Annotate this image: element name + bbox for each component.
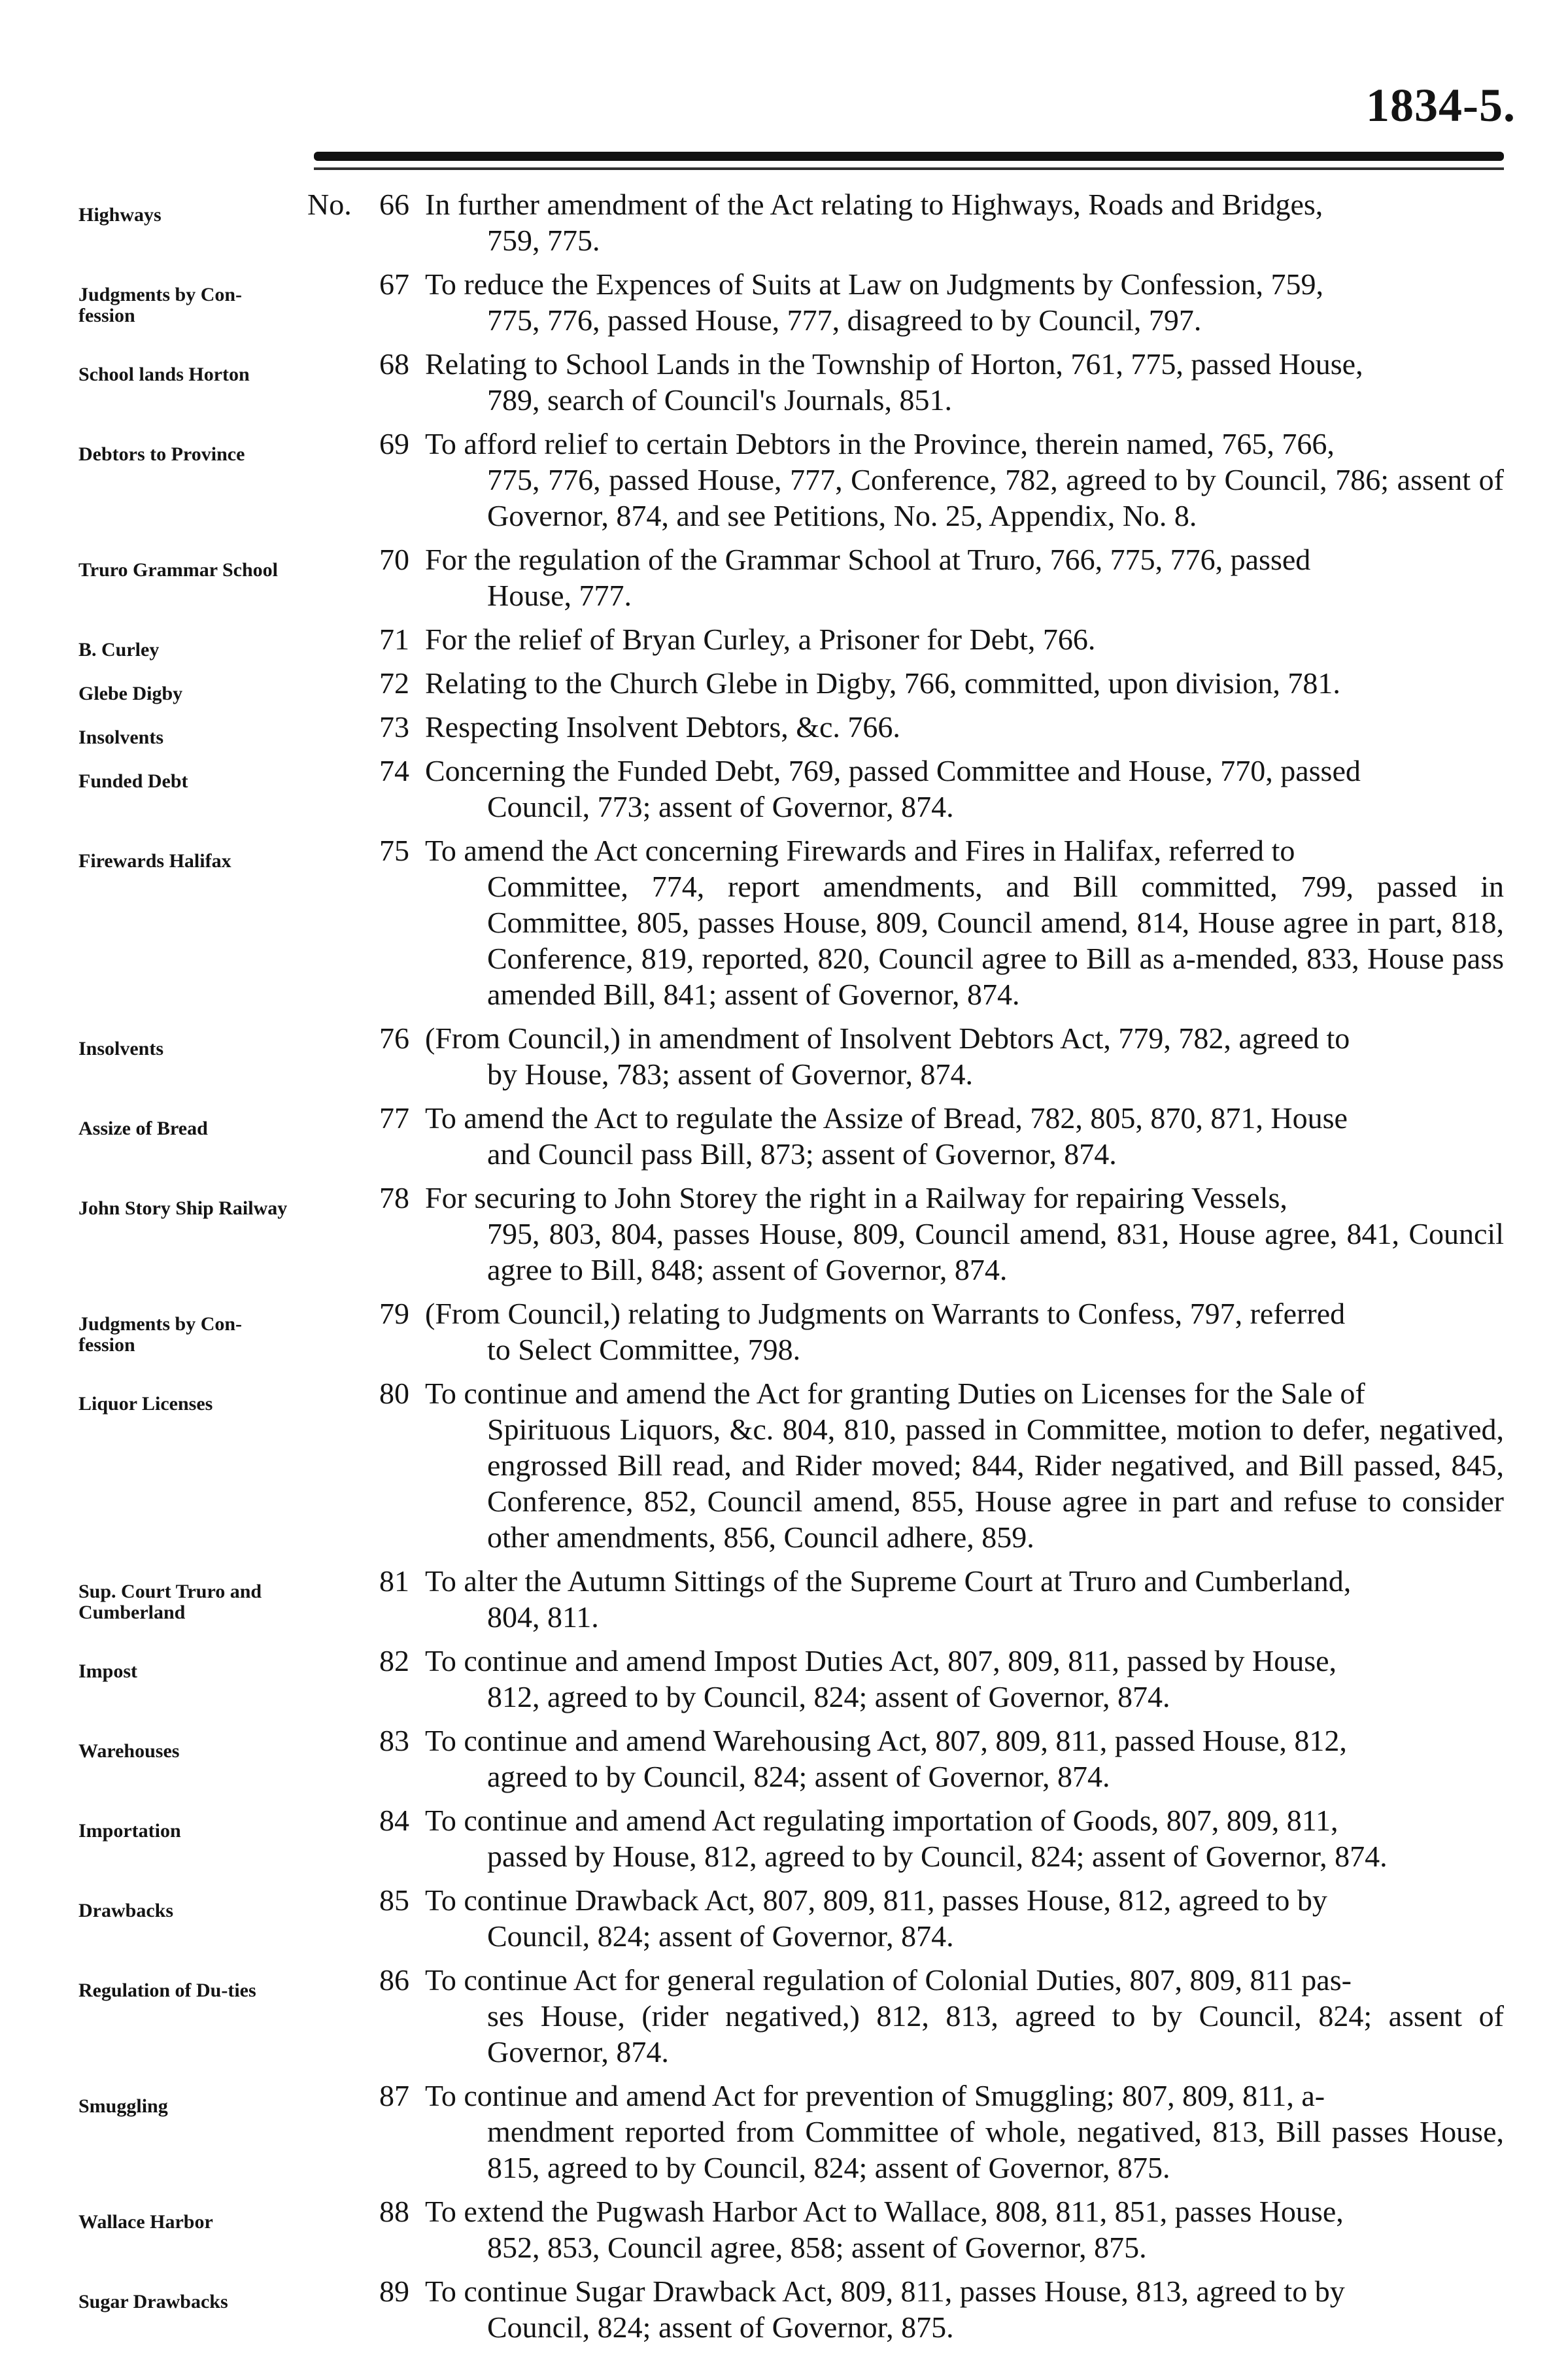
bill-entry (0, 2273, 1568, 2345)
entry-continuation: House, 777. (487, 579, 632, 612)
margin-note: Sugar Drawbacks (78, 2291, 228, 2312)
bill-number: 70 (379, 543, 409, 576)
margin-note: Impost (78, 1660, 138, 1682)
entry-body (307, 1962, 1504, 2070)
header-rule-thin (314, 167, 1504, 170)
entry-continuation: Council, 773; assent of Governor, 874. (487, 790, 954, 823)
bill-entry (0, 1100, 1568, 1172)
bill-entry (0, 346, 1568, 418)
bill-number: 68 (379, 347, 409, 381)
bill-entry (0, 426, 1568, 534)
entry-first-line: Relating to the Church Glebe in Digby, 766, committed, upon division, 781. (425, 666, 1340, 700)
entry-body (307, 1882, 1504, 1954)
entry-continuation: Spirituous Liquors, &c. 804, 810, passed in Committee, motion to defer, negatived, engrossed Bill read, and Rider moved; 844, Rider negatived, and Bill passed, 845, Conference, 852, Council amend, 855, House agree in part and refuse to consider other amendments, 856, Council adhere, 859. (487, 1413, 1504, 1554)
bill-number: 80 (379, 1377, 409, 1410)
entry-continuation: agreed to by Council, 824; assent of Governor, 874. (487, 1760, 1110, 1793)
entry-continuation: 804, 811. (487, 1600, 599, 1634)
margin-note: Wallace Harbor (78, 2211, 213, 2233)
page-title: 1834-5. (1366, 79, 1516, 131)
bill-entry (0, 186, 1568, 258)
bill-number: 79 (379, 1297, 409, 1330)
margin-note: Smuggling (78, 2095, 168, 2117)
margin-note: Firewards Halifax (78, 850, 231, 872)
bill-number: 75 (379, 834, 409, 867)
margin-note: Liquor Licenses (78, 1393, 213, 1415)
entry-continuation: Council, 824; assent of Governor, 874. (487, 1919, 954, 1953)
bill-entry (0, 541, 1568, 613)
entry-body (307, 1296, 1504, 1367)
margin-note: Regulation of Du-ties (78, 1980, 256, 2001)
entry-body (307, 266, 1504, 338)
entry-body (307, 426, 1504, 534)
entry-body (307, 1723, 1504, 1795)
entry-continuation: 789, search of Council's Journals, 851. (487, 383, 952, 417)
entry-continuation: by House, 783; assent of Governor, 874. (487, 1057, 973, 1091)
entry-first-line: To continue and amend Act for prevention of Smuggling; 807, 809, 811, a- (425, 2079, 1325, 2112)
entry-first-line: To continue and amend Impost Duties Act, 807, 809, 811, passed by House, (425, 1644, 1337, 1677)
entry-continuation: mendment reported from Committee of whole, negatived, 813, Bill passes House, 815, agreed to by Council, 824; assent of Governor, 875. (487, 2115, 1504, 2184)
entry-body (307, 1375, 1504, 1555)
bill-number: 84 (379, 1804, 409, 1837)
margin-note: Judgments by Con-fession (78, 284, 243, 326)
margin-note: Sup. Court Truro and Cumberland (78, 1581, 262, 1623)
bill-entry (0, 1643, 1568, 1715)
bill-number: 86 (379, 1963, 409, 1997)
entry-first-line: To amend the Act concerning Firewards and Fires in Halifax, referred to (425, 834, 1295, 867)
bill-entry (0, 2193, 1568, 2265)
entry-body (307, 2273, 1504, 2345)
margin-note: Funded Debt (78, 770, 188, 792)
bill-number: 88 (379, 2195, 409, 2228)
entry-body (307, 186, 1504, 258)
entry-first-line: For securing to John Storey the right in a Railway for repairing Vessels, (425, 1181, 1287, 1214)
entry-body (307, 1802, 1504, 1874)
margin-note: Glebe Digby (78, 683, 183, 704)
bill-number: 69 (379, 427, 409, 460)
entry-continuation: 775, 776, passed House, 777, Conference, 782, agreed to by Council, 786; assent of Governor, 874, and see Petitions, No. 25, Appendix, No. 8. (487, 463, 1504, 532)
entry-body (307, 346, 1504, 418)
bill-entry (0, 1882, 1568, 1954)
bill-entries-list (0, 186, 1568, 2353)
entry-continuation: to Select Committee, 798. (487, 1333, 801, 1366)
bill-entry (0, 1723, 1568, 1795)
bill-number: 78 (379, 1181, 409, 1214)
bill-number: 83 (379, 1724, 409, 1757)
bill-entry (0, 1802, 1568, 1874)
margin-note: John Story Ship Railway (78, 1197, 288, 1219)
entry-first-line: (From Council,) relating to Judgments on Warrants to Confess, 797, referred (425, 1297, 1346, 1330)
entry-first-line: To extend the Pugwash Harbor Act to Wallace, 808, 811, 851, passes House, (425, 2195, 1344, 2228)
margin-note: Judgments by Con-fession (78, 1313, 243, 1356)
margin-note: Insolvents (78, 1038, 164, 1059)
entry-continuation: 775, 776, passed House, 777, disagreed to by Council, 797. (487, 303, 1202, 337)
entry-body (307, 621, 1504, 657)
entry-continuation: Committee, 774, report amendments, and Bill committed, 799, passed in Committee, 805, passes House, 809, Council amend, 814, House agree in part, 818, Conference, 819, reported, 820, Council agree to Bill as a-mended, 833, House pass amended Bill, 841; assent of Governor, 874. (487, 870, 1504, 1011)
entry-body (307, 665, 1504, 701)
bill-entry (0, 753, 1568, 825)
entry-body (307, 541, 1504, 613)
bill-number: 72 (379, 666, 409, 700)
bill-number: 67 (379, 267, 409, 301)
entry-first-line: To continue and amend Warehousing Act, 807, 809, 811, passed House, 812, (425, 1724, 1347, 1757)
margin-note: Insolvents (78, 727, 164, 748)
entry-continuation: 795, 803, 804, passes House, 809, Council amend, 831, House agree, 841, Council agree to Bill, 848; assent of Governor, 874. (487, 1217, 1504, 1286)
entry-continuation: Council, 824; assent of Governor, 875. (487, 2310, 954, 2344)
entry-first-line: To continue Drawback Act, 807, 809, 811, passes House, 812, agreed to by (425, 1883, 1327, 1917)
bill-number: 82 (379, 1644, 409, 1677)
bill-entry (0, 621, 1568, 661)
bill-number: 73 (379, 710, 409, 744)
entry-first-line: To alter the Autumn Sittings of the Supreme Court at Truro and Cumberland, (425, 1564, 1352, 1598)
entry-first-line: In further amendment of the Act relating to Highways, Roads and Bridges, (425, 188, 1323, 221)
margin-note: B. Curley (78, 639, 160, 661)
entry-continuation: 812, agreed to by Council, 824; assent of Governor, 874. (487, 1680, 1170, 1713)
entry-body (307, 1020, 1504, 1092)
margin-note: Assize of Bread (78, 1118, 208, 1139)
bill-number: 87 (379, 2079, 409, 2112)
bill-number: 85 (379, 1883, 409, 1917)
entry-first-line: To reduce the Expences of Suits at Law on Judgments by Confession, 759, (425, 267, 1323, 301)
bill-number: 77 (379, 1101, 409, 1135)
bill-entry (0, 1375, 1568, 1555)
entry-prefix: No. (307, 188, 352, 221)
entry-continuation: passed by House, 812, agreed to by Council, 824; assent of Governor, 874. (487, 1840, 1388, 1873)
entry-continuation: and Council pass Bill, 873; assent of Governor, 874. (487, 1137, 1117, 1171)
header-rule (314, 152, 1504, 161)
entry-body (307, 709, 1504, 745)
bill-entry (0, 833, 1568, 1012)
bill-number: 74 (379, 754, 409, 787)
margin-note: Warehouses (78, 1740, 180, 1762)
bill-number: 71 (379, 623, 409, 656)
entry-body (307, 833, 1504, 1012)
entry-first-line: To continue Act for general regulation of Colonial Duties, 807, 809, 811 pas- (425, 1963, 1352, 1997)
margin-note: Debtors to Province (78, 443, 245, 465)
bill-entry (0, 1296, 1568, 1367)
entry-first-line: To continue Sugar Drawback Act, 809, 811, passes House, 813, agreed to by (425, 2275, 1345, 2308)
entry-body (307, 2193, 1504, 2265)
margin-note: Drawbacks (78, 1900, 174, 1921)
entry-continuation: 852, 853, Council agree, 858; assent of Governor, 875. (487, 2231, 1147, 2264)
entry-first-line: Concerning the Funded Debt, 769, passed Committee and House, 770, passed (425, 754, 1361, 787)
entry-first-line: To afford relief to certain Debtors in the Province, therein named, 765, 766, (425, 427, 1335, 460)
entry-first-line: Relating to School Lands in the Township of Horton, 761, 775, passed House, (425, 347, 1363, 381)
entry-body (307, 1180, 1504, 1288)
bill-entry (0, 709, 1568, 748)
bill-entry (0, 1180, 1568, 1288)
bill-entry (0, 1020, 1568, 1092)
entry-first-line: To continue and amend Act regulating importation of Goods, 807, 809, 811, (425, 1804, 1338, 1837)
bill-entry (0, 2078, 1568, 2186)
margin-note: Highways (78, 204, 162, 226)
margin-note: School lands Horton (78, 364, 250, 385)
bill-number: 89 (379, 2275, 409, 2308)
entry-first-line: Respecting Insolvent Debtors, &c. 766. (425, 710, 900, 744)
entry-first-line: For the relief of Bryan Curley, a Prisoner for Debt, 766. (425, 623, 1096, 656)
entry-body (307, 753, 1504, 825)
bill-number: 76 (379, 1022, 409, 1055)
bill-entry (0, 266, 1568, 338)
entry-continuation: 759, 775. (487, 224, 600, 257)
bill-entry (0, 1563, 1568, 1635)
entry-body (307, 1100, 1504, 1172)
entry-first-line: To continue and amend the Act for granting Duties on Licenses for the Sale of (425, 1377, 1365, 1410)
entry-first-line: (From Council,) in amendment of Insolvent Debtors Act, 779, 782, agreed to (425, 1022, 1350, 1055)
bill-entry (0, 665, 1568, 704)
entry-body (307, 2078, 1504, 2186)
margin-note: Importation (78, 1820, 181, 1842)
margin-note: Truro Grammar School (78, 559, 278, 581)
entry-body (307, 1643, 1504, 1715)
entry-continuation: ses House, (rider negatived,) 812, 813, agreed to by Council, 824; assent of Governor, 874. (487, 1999, 1504, 2069)
bill-entry (0, 1962, 1568, 2070)
entry-body (307, 1563, 1504, 1635)
bill-number: 81 (379, 1564, 409, 1598)
entry-first-line: For the regulation of the Grammar School at Truro, 766, 775, 776, passed (425, 543, 1311, 576)
bill-number: 66 (379, 188, 409, 221)
entry-first-line: To amend the Act to regulate the Assize of Bread, 782, 805, 870, 871, House (425, 1101, 1348, 1135)
